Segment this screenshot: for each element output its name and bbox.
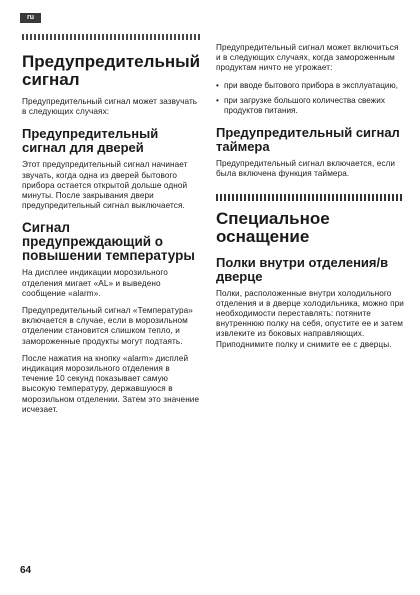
warning-bullet-list — [216, 81, 404, 117]
bullet-icon: • — [216, 80, 219, 90]
top-left-divider — [22, 34, 202, 40]
door-signal-text: Этот предупредительный сигнал начинает звучать, когда одна из дверей бытового прибора остается открытой дольше одной минуты. После закрывания двери предупредительный сигнал выключается. — [22, 160, 188, 211]
temperature-paragraph-3: После нажатия на кнопку «alarm» дисплей индикация морозильного отделения в течение 10 секунд показывает самую высокую температуру, державшуюся в морозильном отделении. Затем это значение исчезает. — [22, 353, 200, 414]
section-title-warning-signal: Предупредительный сигнал — [22, 52, 201, 89]
timer-signal-heading: Предупредительный сигнал таймера — [216, 125, 400, 155]
temperature-paragraph-2: Предупредительный сигнал «Температура» включается в случае, если в морозильном отделении становится слишком тепло, и замороженные продукты могут подтаять. — [22, 306, 193, 346]
right-column — [216, 43, 404, 357]
temperature-signal-heading: Сигнал предупреждающий о повышении температуры — [22, 220, 195, 264]
section-divider — [216, 194, 404, 201]
left-column — [22, 43, 202, 422]
bullet-icon: • — [216, 95, 219, 105]
temperature-paragraph-1: На дисплее индикации морозильного отделения мигает «AL» и выведено сообщение «alarm». — [22, 268, 168, 298]
timer-signal-text: Предупредительный сигнал включается, если была включена функция таймера. — [216, 159, 396, 179]
bullet-item: • при вводе бытового прибора в эксплуатацию, — [216, 80, 398, 90]
shelves-text: Полки, расположенные внутри холодильного отделения и в дверце холодильника, можно при необходимости переставлять: потяните внутреннюю полку на себя, опустите ее и затем извлеките из боковых направляющих. Приподнимите полку и снимите ее с дверцы. — [216, 288, 404, 349]
page-number: 64 — [20, 565, 32, 576]
special-equipment-title: Специальное оснащение — [216, 208, 330, 246]
language-badge: ru — [20, 13, 41, 23]
warning-extra-text: Предупредительный сигнал может включиться и в следующих случаях, когда замороженным продуктам ничто не угрожает: — [216, 43, 399, 73]
bullet-item: • при загрузке большого количества свежих продуктов питания. — [216, 95, 385, 116]
intro-text: Предупредительный сигнал может зазвучать в следующих случаях: — [22, 97, 198, 117]
door-signal-heading: Предупредительный сигнал для дверей — [22, 126, 159, 156]
shelves-heading: Полки внутри отделения/в дверце — [216, 254, 389, 284]
